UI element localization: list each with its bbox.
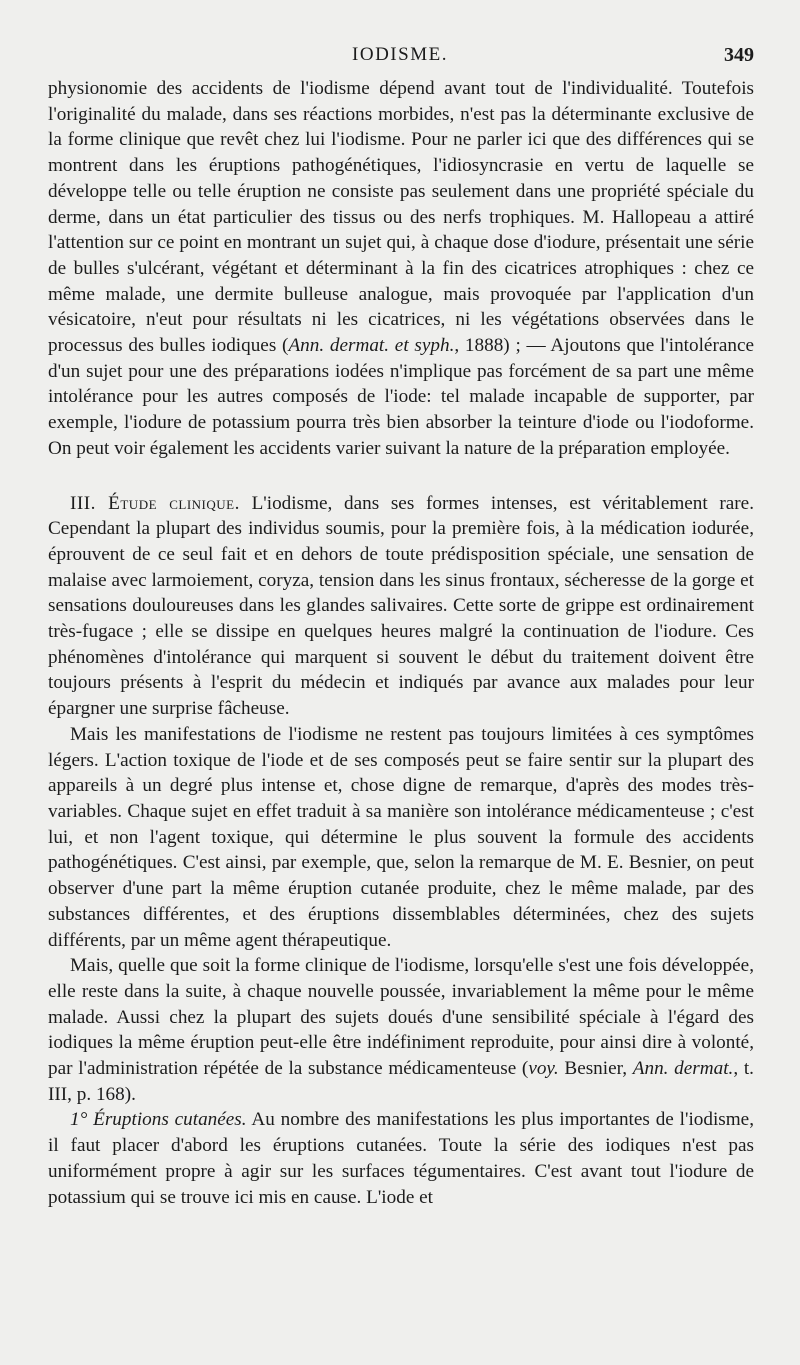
body-text	[48, 76, 754, 1210]
paragraph-manifestations	[48, 722, 754, 953]
page-number: 349	[724, 44, 754, 66]
paragraph-text: , 1888) ; — Ajoutons que l'intolérance d'un sujet pour une des préparations iodées n'implique pas forcément de sa part une même intolérance pour les autres composés de l'iode: tel malade incapable de supporter, par exemple, l'iodure de potassium pourra très bien absorber la teinture d'iode ou l'iodoforme. On peut voir également les accidents varier suivant la nature de la préparation employée.	[48, 335, 754, 459]
paragraph-individualite	[48, 76, 754, 462]
paragraph-etude-clinique	[48, 491, 754, 722]
paragraph-text: Mais les manifestations de l'iodisme ne restent pas toujours limitées à ces symptômes légers. L'action toxique de l'iode et de ses composés peut se faire sentir sur la plupart des appareils à un degré plus intense et, chose digne de remarque, d'après des modes très-variables. Chaque sujet en effet traduit à sa manière son intolérance médicamenteuse ; c'est lui, et non l'agent toxique, qui détermine le plus souvent la formule des accidents pathogénétiques. C'est ainsi, par exemple, que, selon la remarque de M. E. Besnier, on peut observer d'une part la même éruption cutanée produite, chez le même malade, par des substances différentes, et des éruptions dissemblables déterminées, chez des sujets différents, par un même agent thérapeutique.	[48, 723, 754, 951]
citation-ann-dermat-syph: Ann. dermat. et syph.	[288, 335, 455, 357]
paragraph-text: Mais, quelle que soit la forme clinique de l'iodisme, lorsqu'elle s'est une fois développée, elle reste dans la suite, à chaque nouvelle poussée, invariablement la même pour le même malade. Aussi chez la plupart des sujets doués d'une sensibilité spéciale à l'égard des iodiques la même éruption peut-elle être indéfiniment reproduite, pour ainsi dire à volonté, par l'administration répétée de la substance médicamenteuse (	[48, 955, 754, 1080]
paragraph-text: Au nombre des manifestations les plus importantes de l'iodisme, il faut placer d'abord les éruptions cutanées. Toute la série des iodiques n'est pas uniformément propre à agir sur les surfaces tégumentaires. C'est avant tout l'iodure de potassium qui se trouve ici mis en cause. L'iode et	[48, 1109, 754, 1208]
paragraph-forme-clinique	[48, 953, 754, 1107]
subsection-heading: 1° Éruptions cutanées.	[70, 1109, 247, 1131]
paragraph-eruptions-cutanees	[48, 1107, 754, 1210]
page-header	[0, 42, 800, 72]
running-title: IODISME.	[352, 44, 448, 65]
paragraph-text: Besnier,	[558, 1058, 633, 1080]
citation-ann-dermat: Ann. dermat.	[632, 1058, 734, 1080]
paragraph-text: physionomie des accidents de l'iodisme dépend avant tout de l'individualité. Toutefois l'originalité du malade, dans ses réactions morbides, n'est pas la déterminante exclusive de la forme clinique que revêt chez lui l'iodisme. Pour ne parler ici que des différences qui se montrent dans les éruptions pathogénétiques, l'idiosyncrasie en vertu de laquelle se développe telle ou telle éruption ne consiste pas seulement dans une propriété spéciale du derme, dans un état particulier des tissus ou des nerfs trophiques. M. Hallopeau a attiré l'attention sur ce point en montrant un sujet qui, à chaque dose d'iodure, présentait une série de bulles s'ulcérant, végétant et déterminant à la fin des cicatrices atrophiques : chez ce même malade, une dermite bulleuse analogue, mais provoquée par l'application d'un vésicatoire, n'eut pour résultats ni les cicatrices, ni les végétations observées dans le processus des bulles iodiques (	[48, 78, 754, 357]
section-gap	[48, 462, 754, 491]
section-heading: III. Étude clinique.	[70, 492, 240, 514]
paragraph-text: L'iodisme, dans ses formes intenses, est véritablement rare. Cependant la plupart des individus soumis, pour la première fois, à la médication iodurée, éprouvent de ce seul fait et en dehors de toute prédisposition spéciale, une sensation de malaise avec larmoiement, coryza, tension dans les sinus frontaux, sécheresse de la gorge et sensations douloureuses dans les glandes salivaires. Cette sorte de grippe est ordinairement très-fugace ; elle se dissipe en quelques heures malgré la continuation de l'iodure. Ces phénomènes d'intolérance qui marquent si souvent le début du traitement doivent être toujours présents à l'esprit du médecin et indiqués par avance aux malades pour leur épargner une surprise fâcheuse.	[48, 492, 754, 720]
paragraph-text: , t. III, p. 168).	[48, 1058, 754, 1105]
citation-voy: voy.	[528, 1058, 559, 1080]
